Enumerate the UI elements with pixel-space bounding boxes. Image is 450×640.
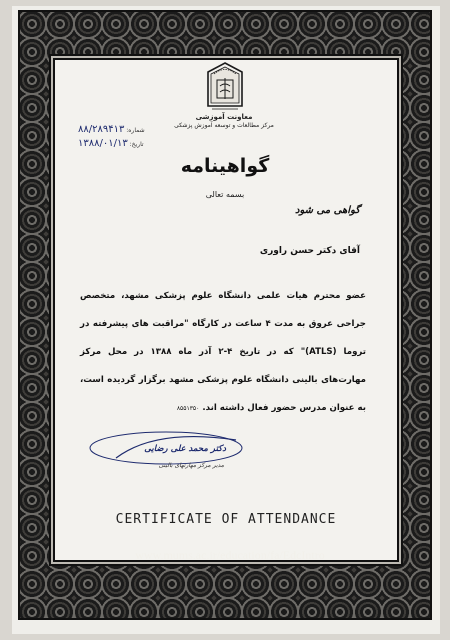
bismillah: بسمه تعالی <box>205 190 245 199</box>
reference-number-value: ۸۸/۲۸۹۴۱۳ <box>78 124 125 135</box>
reference-code: ۸۵۵۱۳۵۰ <box>176 405 200 412</box>
hereby-certified: گواهی می شود <box>295 205 360 216</box>
department-line2: مرکز مطالعات و توسعه آموزش پزشکی <box>174 121 274 129</box>
certificate-body <box>80 282 366 423</box>
signatory-role: مدیر مرکز مهارتهای بالینی <box>158 462 224 469</box>
website-url: www.mums.ac.ir/education/fa/EdcIntro <box>135 548 325 562</box>
department-line1: معاونت آموزشی <box>195 113 253 121</box>
reference-number <box>78 124 168 135</box>
issuing-department <box>156 113 292 129</box>
body-paragraph: عضو محترم هیات علمی دانشگاه علوم پزشکی مشهد، متخصص جراحی عروق به مدت ۴ ساعت در کارگاه "مراقبت های پیشرفته در تروما (ATLS)" که در تاریخ ۴-۲ آذر ماه ۱۳۸۸ در محل مرکز مهارت‌های بالینی دانشگاه علوم پزشکی مشهد برگزار گردیده است، به عنوان مدرس حضور فعال داشته اند. <box>80 291 366 413</box>
certificate-title-en: CERTIFICATE OF ATTENDANCE <box>115 512 337 527</box>
university-logo <box>206 62 244 112</box>
reference-date-value: ۱۳۸۸/۰۱/۱۳ <box>78 138 128 149</box>
certificate-title-fa: گواهینامه <box>180 155 270 177</box>
signatory-name: دکتر محمد علی رضایی <box>144 444 226 454</box>
reference-date-label: تاریخ: <box>129 141 144 148</box>
reference-date <box>78 138 168 149</box>
reference-number-label: شماره: <box>126 127 145 134</box>
recipient-name: آقای دکتر حسن راوری <box>259 246 360 256</box>
